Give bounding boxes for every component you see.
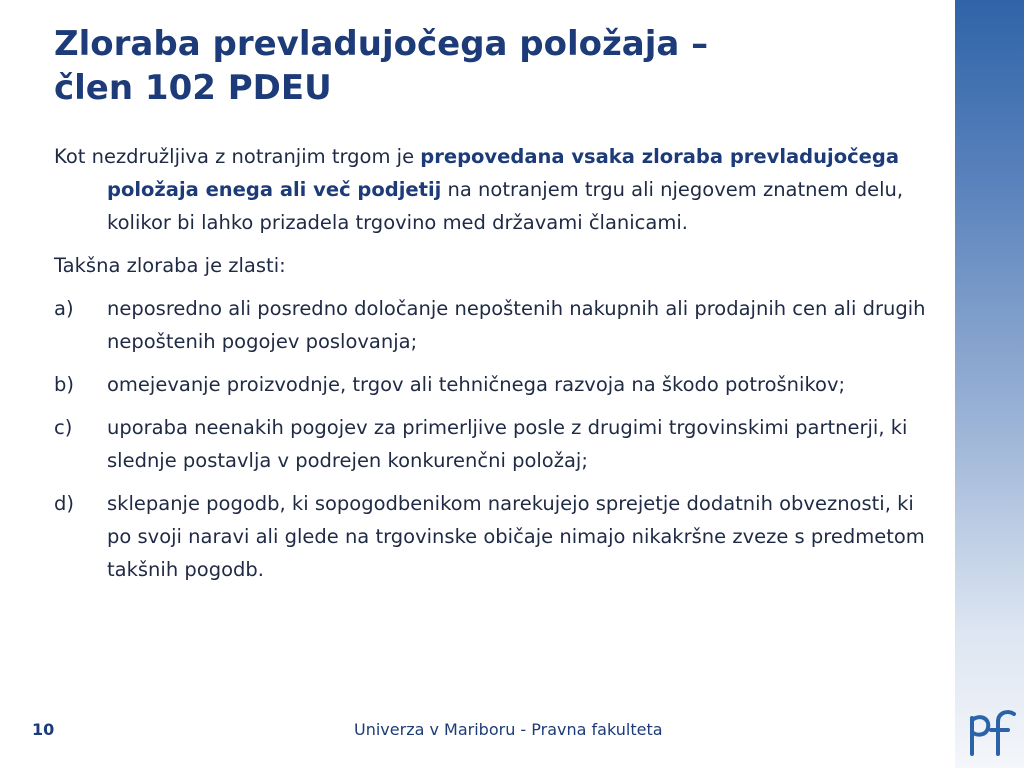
list-item	[54, 292, 934, 358]
slide-content	[54, 140, 934, 596]
slide-title	[54, 22, 934, 110]
title-line-2: člen 102 PDEU	[54, 68, 332, 108]
list-item	[54, 411, 934, 477]
intro-text-emphasis: prepovedana vsaka zloraba prevladujočega položaja enega ali več podjetij	[107, 145, 900, 201]
list-item-text: sklepanje pogodb, ki sopogodbenikom narekujejo sprejetje dodatnih obveznosti, ki po svoji naravi ali glede na trgovinske običaje nimajo nikakršne zveze s predmetom takšnih pogodb.	[107, 492, 925, 581]
list-marker: a)	[54, 297, 74, 320]
intro-paragraph	[54, 140, 934, 239]
list-item	[54, 368, 934, 401]
list-marker: c)	[54, 416, 73, 439]
list-item	[54, 487, 934, 586]
footer-institution: Univerza v Mariboru - Pravna fakulteta	[354, 720, 663, 739]
list-item-text: neposredno ali posredno določanje nepoštenih nakupnih ali prodajnih cen ali drugih nepoštenih pogojev poslovanja;	[107, 297, 926, 353]
lead-paragraph: Takšna zloraba je zlasti:	[54, 254, 286, 277]
list-item-text: omejevanje proizvodnje, trgov ali tehničnega razvoja na škodo potrošnikov;	[107, 373, 846, 396]
list-marker: b)	[54, 373, 74, 396]
list-item-text: uporaba neenakih pogojev za primerljive posle z drugimi trgovinskimi partnerji, ki slednje postavlja v podrejen konkurenčni položaj;	[107, 416, 908, 472]
intro-text-start: Kot nezdružljiva z notranjim trgom je	[54, 145, 421, 168]
intro-text-end: na notranjem trgu ali njegovem znatnem delu, kolikor bi lahko prizadela trgovino med državami članicami.	[107, 178, 904, 234]
decorative-sidebar	[955, 0, 1024, 768]
title-line-1: Zloraba prevladujočega položaja –	[54, 24, 709, 64]
list-marker: d)	[54, 492, 74, 515]
slide-number: 10	[32, 720, 55, 739]
pf-logo-icon	[958, 704, 1020, 760]
